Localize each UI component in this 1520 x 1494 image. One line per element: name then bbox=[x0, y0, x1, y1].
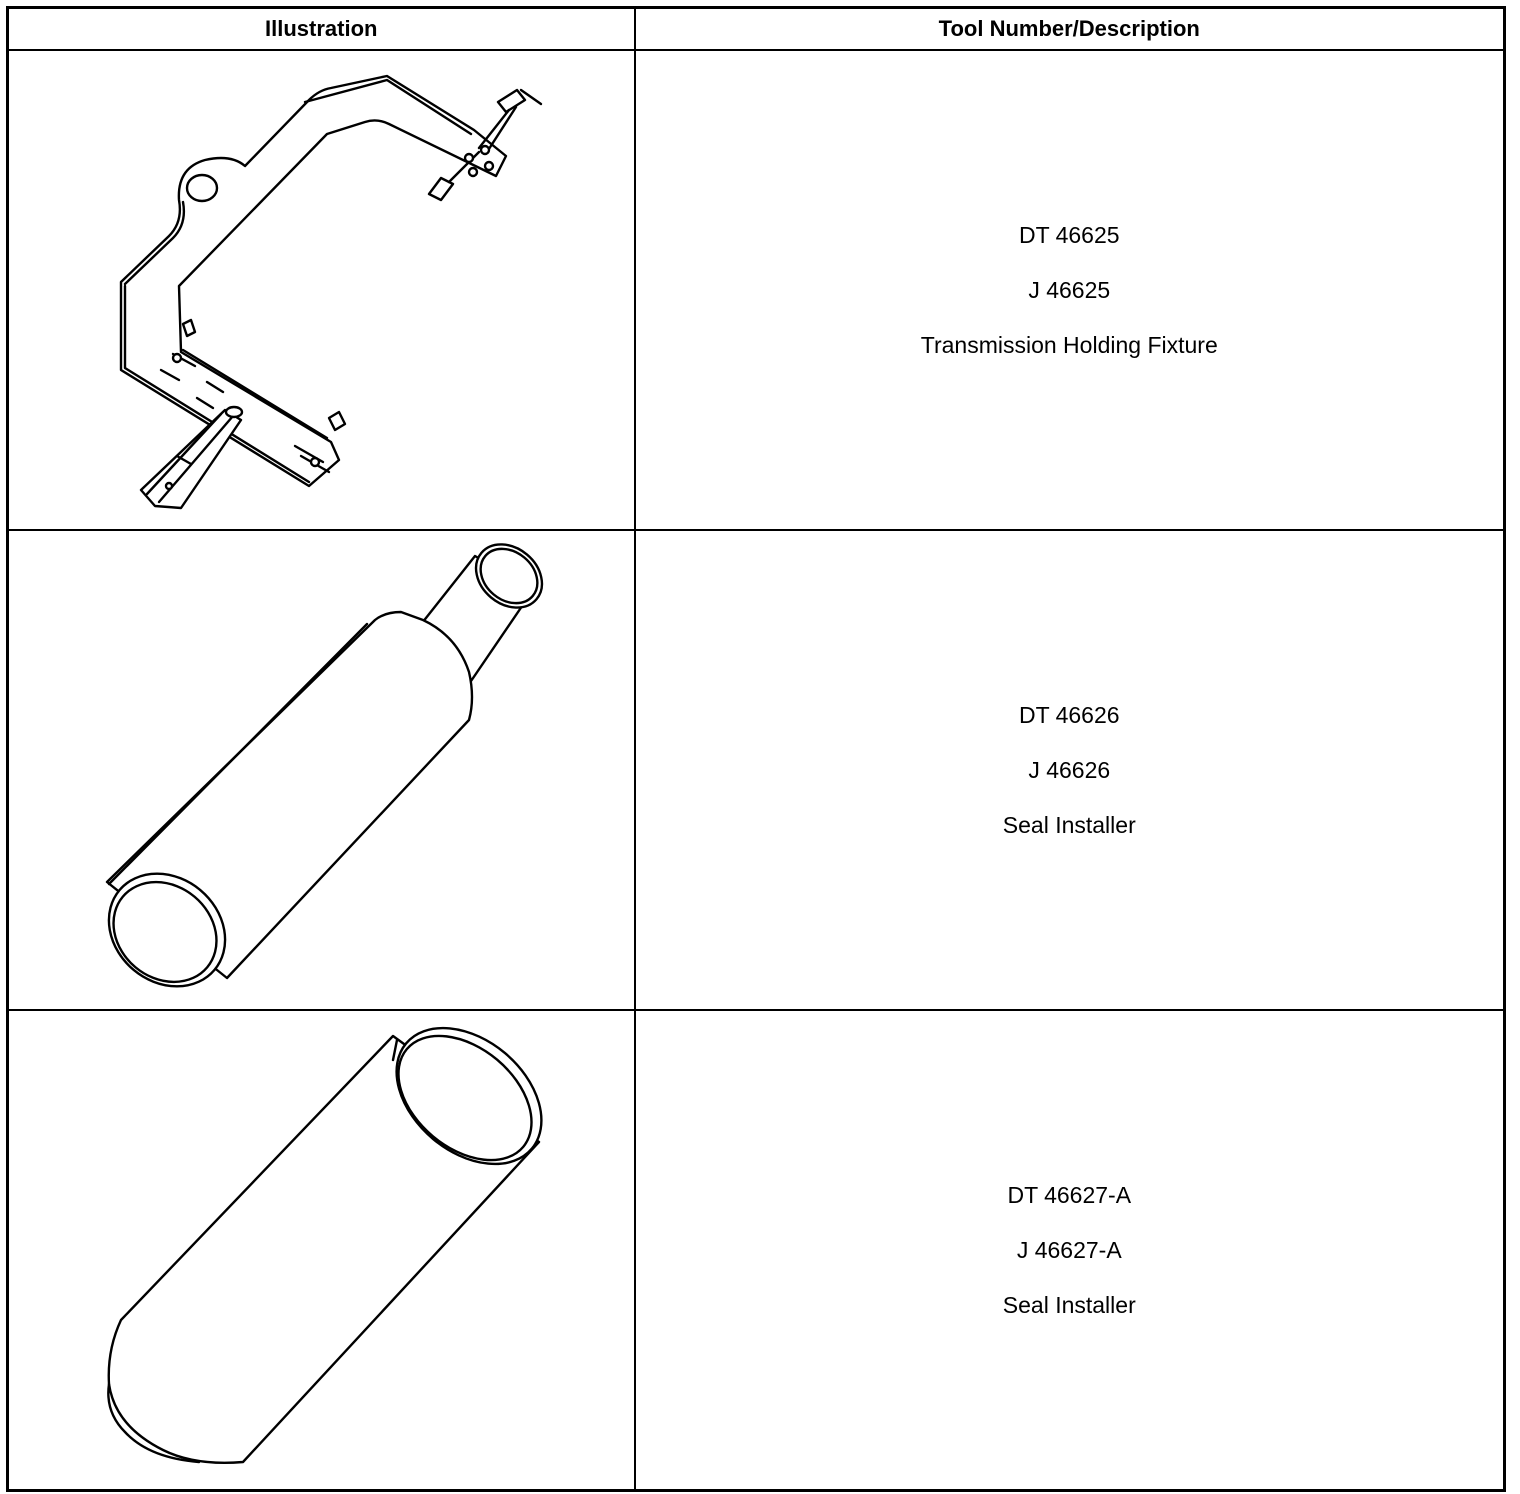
description-cell bbox=[635, 1010, 1505, 1491]
header-illustration: Illustration bbox=[8, 8, 635, 51]
dt-tool-number: DT 46626 bbox=[1018, 702, 1120, 728]
tool-description: Seal Installer bbox=[1002, 1292, 1136, 1318]
illustration-cell bbox=[8, 50, 635, 530]
seal-installer-cylinder-drawing bbox=[9, 1012, 636, 1488]
table-row bbox=[8, 50, 1505, 530]
transmission-holding-fixture-drawing bbox=[9, 52, 636, 528]
dt-tool-number: DT 46625 bbox=[1018, 222, 1120, 248]
table-row bbox=[8, 530, 1505, 1010]
seal-installer-stepped-cylinder-drawing bbox=[9, 532, 636, 1008]
description-cell bbox=[635, 530, 1505, 1010]
tool-description: Transmission Holding Fixture bbox=[920, 332, 1218, 358]
tool-description: Seal Installer bbox=[1002, 812, 1136, 838]
dt-tool-number: DT 46627-A bbox=[1007, 1182, 1132, 1208]
j-tool-number: J 46627-A bbox=[1016, 1237, 1122, 1263]
table-header-row bbox=[8, 8, 1505, 51]
j-tool-number: J 46626 bbox=[1028, 757, 1111, 783]
description-cell bbox=[635, 50, 1505, 530]
header-tool-number-description: Tool Number/Description bbox=[635, 8, 1505, 51]
illustration-cell bbox=[8, 530, 635, 1010]
illustration-cell bbox=[8, 1010, 635, 1491]
table-row bbox=[8, 1010, 1505, 1491]
special-tools-table bbox=[6, 6, 1506, 1492]
j-tool-number: J 46625 bbox=[1028, 277, 1111, 303]
